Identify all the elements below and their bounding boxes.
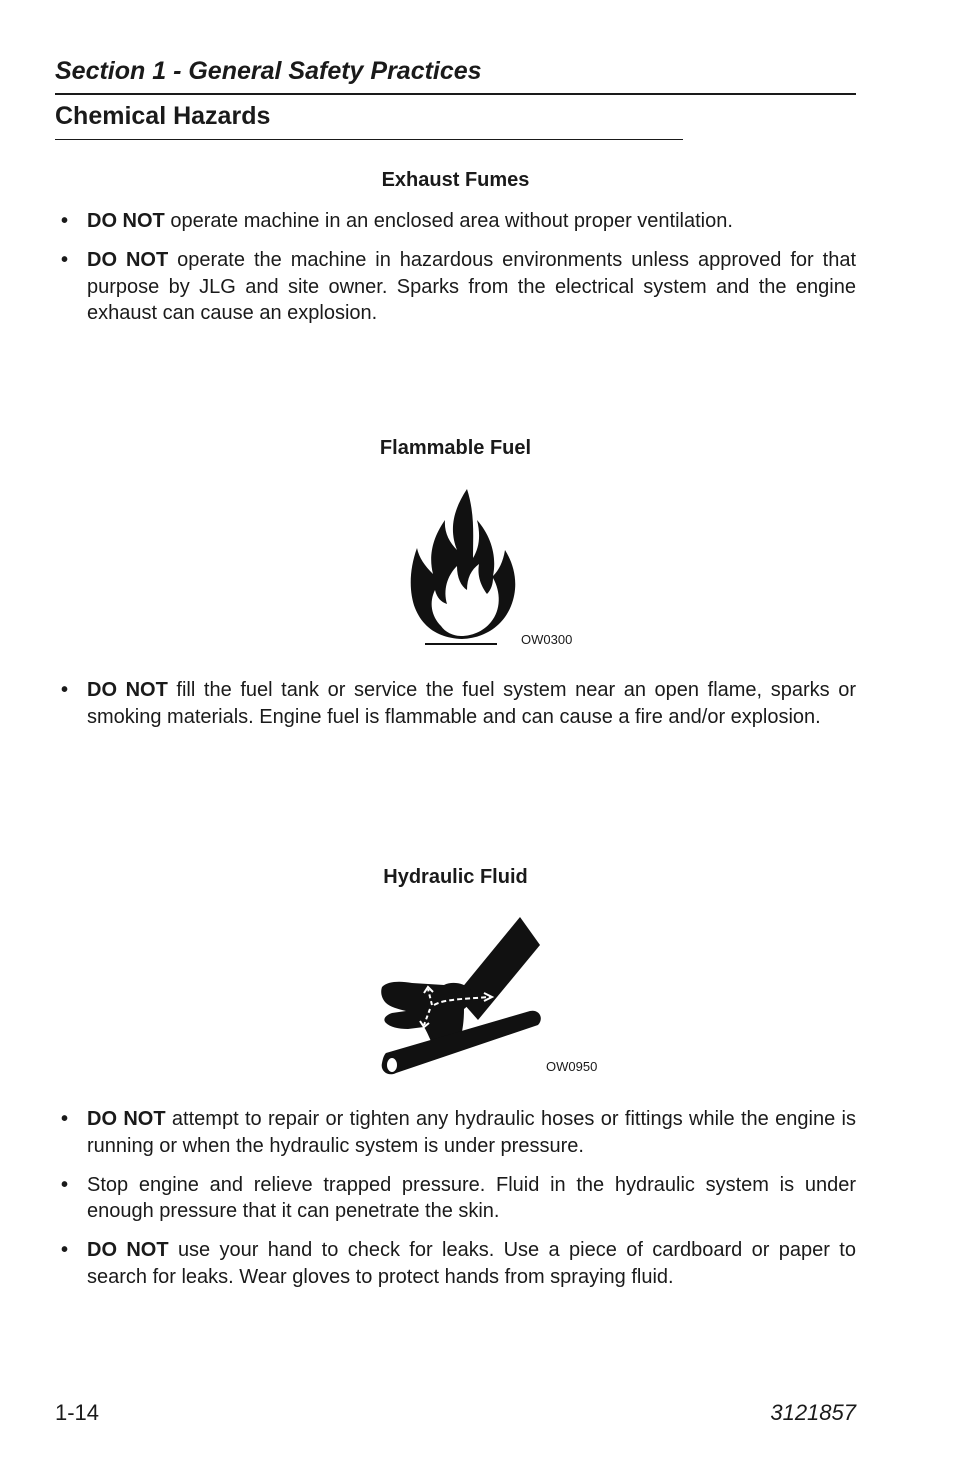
heading-divider	[55, 139, 683, 140]
section-divider	[55, 93, 856, 95]
bullet-lead: DO NOT	[87, 1108, 166, 1130]
hydraulic-injection-hand-icon	[378, 915, 546, 1080]
bullet-icon: •	[61, 1108, 69, 1130]
page-number: 1-14	[55, 1400, 100, 1425]
list-item	[55, 247, 856, 327]
section-title: Section 1 - General Safety Practices	[55, 57, 482, 85]
hydraulic-fluid-heading: Hydraulic Fluid	[383, 866, 528, 888]
bullet-text: operate the machine in hazardous environments unless approved for that purpose by JLG and site owner. Sparks from the electrical system and the engine exhaust can cause an explosion.	[87, 249, 856, 324]
flame-icon	[405, 486, 520, 648]
bullet-icon: •	[61, 1239, 69, 1261]
flammable-fuel-heading: Flammable Fuel	[379, 437, 532, 459]
list-item	[55, 208, 856, 235]
bullet-text: operate machine in an enclosed area without proper ventilation.	[164, 210, 733, 232]
bullet-text: fill the fuel tank or service the fuel system near an open flame, sparks or smoking materials. Engine fuel is flammable and can cause a fire and/or explosion.	[87, 679, 857, 728]
bullet-text: use your hand to check for leaks. Use a piece of cardboard or paper to search for leaks. Wear gloves to protect hands from spraying fluid.	[87, 1239, 856, 1288]
figure-code: OW0950	[546, 1059, 598, 1074]
flammable-fuel-list	[55, 677, 856, 743]
bullet-lead: DO NOT	[87, 679, 168, 701]
list-item	[55, 677, 856, 730]
list-item	[55, 1106, 856, 1159]
hydraulic-fluid-list	[55, 1106, 856, 1303]
bullet-icon: •	[61, 249, 69, 271]
list-item	[55, 1237, 856, 1290]
bullet-icon: •	[61, 210, 69, 232]
bullet-lead: DO NOT	[87, 210, 165, 232]
bullet-lead: DO NOT	[87, 1239, 169, 1261]
bullet-icon: •	[61, 679, 69, 701]
figure-code: OW0300	[521, 632, 573, 647]
list-item	[55, 1172, 856, 1225]
document-number: 3121857	[770, 1400, 856, 1425]
page-heading: Chemical Hazards	[55, 102, 271, 130]
exhaust-fumes-heading: Exhaust Fumes	[381, 169, 530, 191]
bullet-lead: DO NOT	[87, 249, 169, 271]
bullet-icon: •	[61, 1173, 69, 1196]
bullet-text: attempt to repair or tighten any hydraulic hoses or fittings while the engine is running or when the hydraulic system is under pressure.	[87, 1108, 856, 1157]
exhaust-fumes-list	[55, 208, 856, 339]
bullet-text: Stop engine and relieve trapped pressure. Fluid in the hydraulic system is under enough pressure that it can penetrate the skin.	[87, 1173, 856, 1222]
